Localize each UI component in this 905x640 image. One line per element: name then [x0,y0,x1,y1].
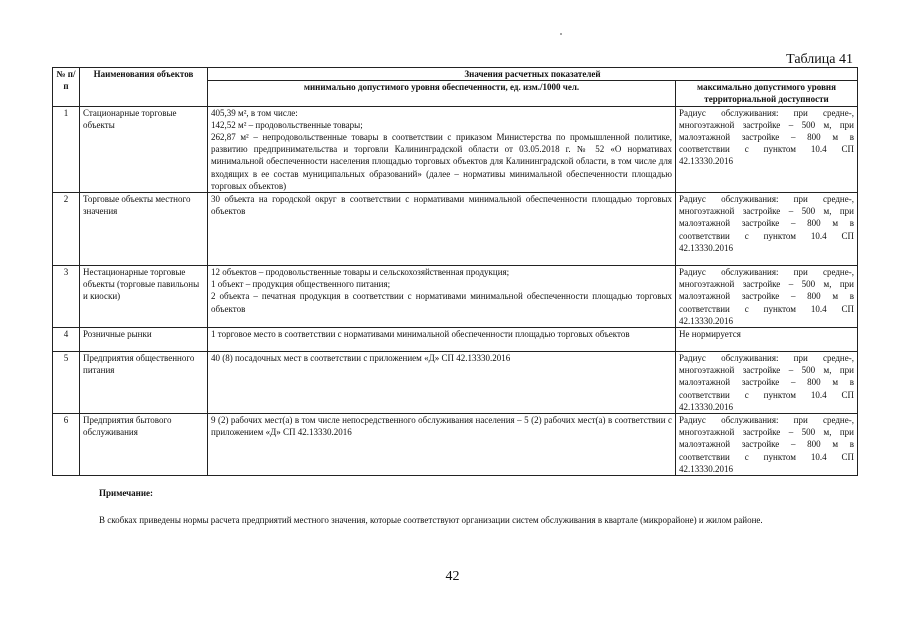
table-row [53,106,858,192]
row-max: Радиус обслуживания: при средне-, многоэтажной застройке – 500 м, при малоэтажной застройке – 800 м в соответствии с пунктом 10.4 СП 42.13330.2016 [676,106,858,192]
row-num: 4 [53,328,80,352]
row-num: 1 [53,106,80,192]
row-name: Предприятия общественного питания [80,352,208,414]
row-max: Радиус обслуживания: при средне-, многоэтажной застройке – 500 м, при малоэтажной застройке – 800 м в соответствии с пунктом 10.4 СП 42.13330.2016 [676,266,858,328]
row-num: 2 [53,193,80,266]
row-min: 1 торговое место в соответствии с нормативами минимальной обеспеченности площадью торговых объектов [208,328,676,352]
row-min [208,106,676,192]
table-row [53,266,858,328]
row-name: Предприятия бытового обслуживания [80,414,208,476]
header-values: Значения расчетных показателей [208,68,858,81]
table-row [53,193,858,266]
row-min-line: 12 объектов – продовольственные товары и сельскохозяйственная продукция; [211,267,510,278]
row-max: Не нормируется [676,328,858,352]
note-text: В скобках приведены нормы расчета предприятий местного значения, которые соответствуют организации систем обслуживания в квартале (микрорайоне) и жилом районе. [99,515,763,525]
row-min: 9 (2) рабочих мест(а) в том числе непосредственного обслуживания населения – 5 (2) рабочих мест(а) в соответствии с приложением «Д» СП 42.13330.2016 [208,414,676,476]
page-number: 42 [445,569,460,584]
table-caption: Таблица 41 [786,52,853,67]
norms-table [52,67,858,476]
row-min-line: 262,87 м² – непродовольственные товары в соответствии с приказом Министерства по промышленной политике, развитию предпринимательства и торговли Калининградской области от 03.05.2018 г. № 52 «О нормативах минимальной обеспеченности населения площадью торговых объектов для Калининградской области, в том числе для входящих в ее состав муниципальных образований» (далее – нормативы минимальной обеспеченности площадью торговых объектов) [211,132,672,191]
row-num: 6 [53,414,80,476]
row-name: Нестационарные торговые объекты (торговые павильоны и киоски) [80,266,208,328]
row-min: 40 (8) посадочных мест в соответствии с приложением «Д» СП 42.13330.2016 [208,352,676,414]
note-title: Примечание: [99,488,154,498]
table-row [53,328,858,352]
row-num: 5 [53,352,80,414]
row-min-line: 1 объект – продукция общественного питания; [211,279,391,290]
row-name: Розничные рынки [80,328,208,352]
row-num: 3 [53,266,80,328]
row-max: Радиус обслуживания: при средне-, многоэтажной застройке – 500 м, при малоэтажной застройке – 800 м в соответствии с пунктом 10.4 СП 42.13330.2016 [676,352,858,414]
scan-speck [560,33,562,35]
row-name: Стационарные торговые объекты [80,106,208,192]
table-row [53,414,858,476]
header-max: максимально допустимого уровня территориальной доступности [676,81,858,106]
row-min-line: 2 объекта – печатная продукция в соответствии с нормативами минимальной обеспеченности площадью торговых объектов [211,291,672,314]
row-min: 30 объекта на городской округ в соответствии с нормативами минимальной обеспеченности площадью торговых объектов [208,193,676,266]
header-num: № п/п [53,68,80,107]
row-min-line: 142,52 м² – продовольственные товары; [211,119,363,130]
row-max: Радиус обслуживания: при средне-, многоэтажной застройке – 500 м, при малоэтажной застройке – 800 м в соответствии с пунктом 10.4 СП 42.13330.2016 [676,414,858,476]
row-max: Радиус обслуживания: при средне-, многоэтажной застройке – 500 м, при малоэтажной застройке – 800 м в соответствии с пунктом 10.4 СП 42.13330.2016 [676,193,858,266]
header-name: Наименования объектов [80,68,208,107]
row-min-line: 405,39 м², в том числе: [211,107,298,118]
row-min [208,266,676,328]
row-name: Торговые объекты местного значения [80,193,208,266]
table-row [53,352,858,414]
header-min: минимально допустимого уровня обеспеченности, ед. изм./1000 чел. [208,81,676,106]
